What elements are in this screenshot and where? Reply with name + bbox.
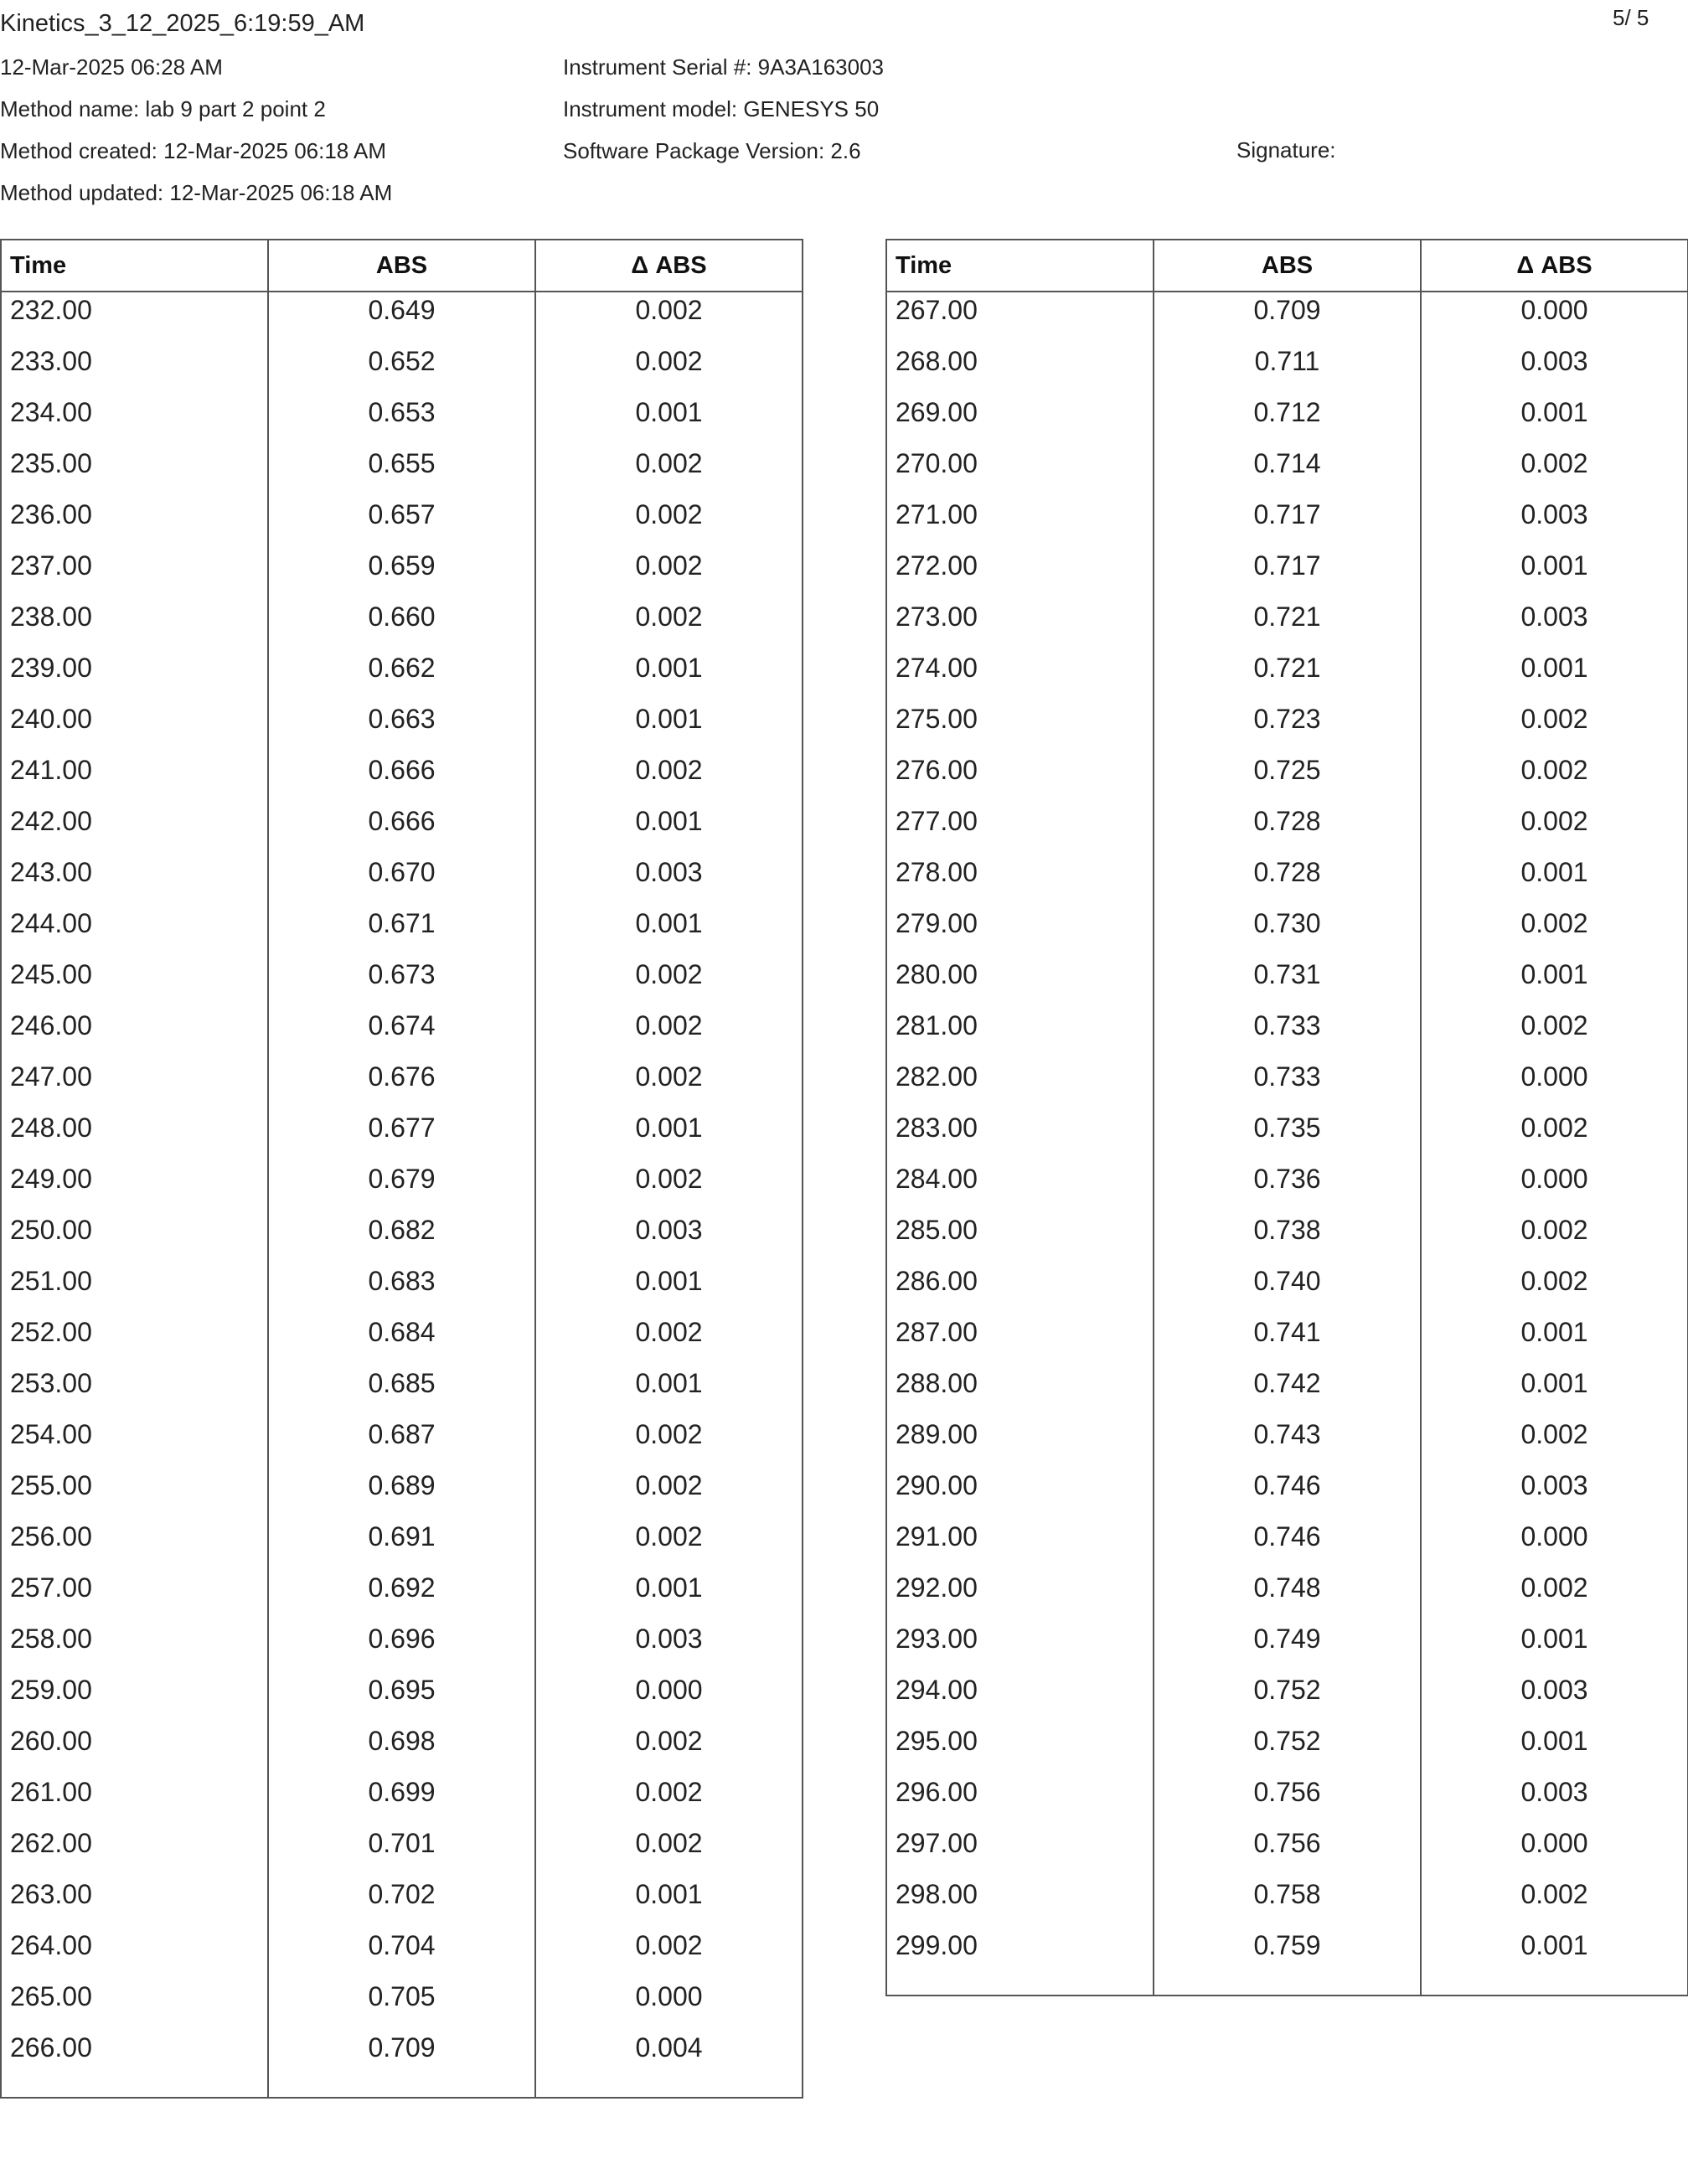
cell-abs: 0.756	[1154, 1825, 1421, 1877]
cell-abs: 0.733	[1154, 1008, 1421, 1059]
cell-time: 249.00	[1, 1161, 268, 1212]
table-header-row	[886, 240, 1688, 292]
cell-delta-abs: 0.002	[635, 499, 703, 529]
cell-abs: 0.738	[1154, 1212, 1421, 1263]
cell-delta-abs: 0.002	[1520, 1113, 1588, 1143]
cell-time: 239.00	[1, 650, 268, 701]
cell-time: 247.00	[1, 1059, 268, 1110]
cell-abs: 0.666	[268, 752, 535, 803]
cell-abs: 0.698	[268, 1723, 535, 1774]
cell-delta-abs: 0.001	[1520, 1317, 1588, 1347]
cell-delta-abs: 0.002	[635, 1317, 703, 1347]
cell-delta-abs: 0.002	[635, 1164, 703, 1194]
table-row	[886, 1417, 1688, 1468]
cell-abs: 0.728	[1154, 854, 1421, 906]
cell-abs: 0.717	[1154, 548, 1421, 599]
cell-abs: 0.723	[1154, 701, 1421, 752]
table-row	[1, 650, 803, 701]
method-name: Method name: lab 9 part 2 point 2	[0, 96, 326, 121]
table-row	[886, 752, 1688, 803]
cell-abs: 0.674	[268, 1008, 535, 1059]
cell-time: 250.00	[1, 1212, 268, 1263]
cell-time: 297.00	[886, 1825, 1154, 1877]
table-row	[886, 906, 1688, 957]
cell-abs: 0.758	[1154, 1877, 1421, 1928]
cell-delta-abs: 0.003	[1520, 602, 1588, 632]
cell-time: 232.00	[1, 292, 268, 343]
table-row	[886, 1468, 1688, 1519]
table-row	[886, 803, 1688, 854]
cell-time: 262.00	[1, 1825, 268, 1877]
cell-abs: 0.741	[1154, 1314, 1421, 1366]
cell-delta-abs: 0.000	[1520, 295, 1588, 325]
table-row	[886, 1621, 1688, 1672]
cell-delta-abs: 0.002	[1520, 1879, 1588, 1909]
cell-delta-abs: 0.002	[635, 1777, 703, 1807]
table-row	[1, 1519, 803, 1570]
cell-delta-abs: 0.001	[1520, 550, 1588, 581]
cell-delta-abs: 0.001	[635, 908, 703, 938]
table-row	[886, 701, 1688, 752]
cell-delta-abs: 0.002	[635, 959, 703, 989]
cell-delta-abs: 0.002	[1520, 1215, 1588, 1245]
table-row	[1, 343, 803, 395]
cell-time: 269.00	[886, 395, 1154, 446]
cell-abs: 0.717	[1154, 497, 1421, 548]
cell-time: 268.00	[886, 343, 1154, 395]
software-version: Software Package Version: 2.6	[563, 138, 861, 163]
cell-abs: 0.653	[268, 395, 535, 446]
cell-abs: 0.735	[1154, 1110, 1421, 1161]
cell-abs: 0.663	[268, 701, 535, 752]
table-row	[1, 1161, 803, 1212]
table-row	[1, 1621, 803, 1672]
cell-delta-abs: 0.002	[635, 602, 703, 632]
cell-time: 265.00	[1, 1979, 268, 2030]
cell-delta-abs: 0.004	[635, 2032, 703, 2063]
cell-delta-abs: 0.000	[1520, 1164, 1588, 1194]
cell-abs: 0.742	[1154, 1366, 1421, 1417]
cell-abs: 0.704	[268, 1928, 535, 1979]
cell-delta-abs: 0.002	[635, 755, 703, 785]
table-row	[1, 701, 803, 752]
cell-delta-abs: 0.002	[1520, 908, 1588, 938]
cell-time: 235.00	[1, 446, 268, 497]
table-row	[1, 599, 803, 650]
cell-abs: 0.752	[1154, 1723, 1421, 1774]
cell-time: 245.00	[1, 957, 268, 1008]
cell-time: 280.00	[886, 957, 1154, 1008]
cell-abs: 0.655	[268, 446, 535, 497]
cell-delta-abs: 0.002	[1520, 806, 1588, 836]
cell-delta-abs: 0.002	[635, 1521, 703, 1552]
cell-abs: 0.660	[268, 599, 535, 650]
cell-time: 286.00	[886, 1263, 1154, 1314]
cell-time: 291.00	[886, 1519, 1154, 1570]
table-row	[1, 497, 803, 548]
cell-time: 290.00	[886, 1468, 1154, 1519]
cell-delta-abs: 0.001	[1520, 653, 1588, 683]
cell-delta-abs: 0.002	[1520, 704, 1588, 734]
cell-delta-abs: 0.002	[1520, 1572, 1588, 1603]
cell-time: 275.00	[886, 701, 1154, 752]
cell-abs: 0.695	[268, 1672, 535, 1723]
cell-delta-abs: 0.003	[1520, 346, 1588, 376]
cell-delta-abs: 0.001	[635, 653, 703, 683]
cell-time: 255.00	[1, 1468, 268, 1519]
table-row	[1, 1774, 803, 1825]
table-row	[886, 1161, 1688, 1212]
table-row	[886, 1877, 1688, 1928]
table-row	[886, 854, 1688, 906]
method-updated: Method updated: 12-Mar-2025 06:18 AM	[0, 180, 393, 205]
cell-delta-abs: 0.002	[635, 448, 703, 478]
signature-label: Signature:	[1236, 137, 1336, 163]
cell-time: 295.00	[886, 1723, 1154, 1774]
cell-time: 259.00	[1, 1672, 268, 1723]
table-row	[1, 1928, 803, 1979]
cell-abs: 0.709	[1154, 292, 1421, 343]
cell-delta-abs: 0.002	[635, 1726, 703, 1756]
cell-time: 256.00	[1, 1519, 268, 1570]
cell-abs: 0.659	[268, 548, 535, 599]
cell-delta-abs: 0.003	[635, 1624, 703, 1654]
cell-delta-abs: 0.002	[635, 346, 703, 376]
cell-abs: 0.759	[1154, 1928, 1421, 1996]
cell-abs: 0.711	[1154, 343, 1421, 395]
table-row	[1, 1570, 803, 1621]
table-row	[1, 803, 803, 854]
cell-abs: 0.699	[268, 1774, 535, 1825]
cell-abs: 0.682	[268, 1212, 535, 1263]
table-row	[1, 1212, 803, 1263]
cell-delta-abs: 0.002	[635, 295, 703, 325]
cell-delta-abs: 0.001	[635, 1572, 703, 1603]
cell-delta-abs: 0.000	[635, 1675, 703, 1705]
table-row	[886, 1366, 1688, 1417]
document-title: Kinetics_3_12_2025_6:19:59_AM	[0, 10, 365, 37]
cell-time: 285.00	[886, 1212, 1154, 1263]
cell-time: 242.00	[1, 803, 268, 854]
table-row	[886, 957, 1688, 1008]
table-row	[886, 599, 1688, 650]
table-row	[886, 650, 1688, 701]
cell-abs: 0.736	[1154, 1161, 1421, 1212]
column-header-time: Time	[1, 240, 268, 292]
cell-delta-abs: 0.001	[635, 1113, 703, 1143]
column-header-time: Time	[886, 240, 1154, 292]
cell-time: 246.00	[1, 1008, 268, 1059]
cell-abs: 0.712	[1154, 395, 1421, 446]
cell-abs: 0.705	[268, 1979, 535, 2030]
cell-abs: 0.670	[268, 854, 535, 906]
instrument-model: Instrument model: GENESYS 50	[563, 96, 880, 121]
table-row	[1, 957, 803, 1008]
kinetics-table-left	[0, 239, 803, 2099]
cell-time: 273.00	[886, 599, 1154, 650]
table-row	[1, 906, 803, 957]
cell-time: 278.00	[886, 854, 1154, 906]
cell-time: 244.00	[1, 906, 268, 957]
cell-time: 277.00	[886, 803, 1154, 854]
method-created: Method created: 12-Mar-2025 06:18 AM	[0, 138, 387, 163]
cell-abs: 0.728	[1154, 803, 1421, 854]
cell-delta-abs: 0.001	[635, 1879, 703, 1909]
cell-abs: 0.677	[268, 1110, 535, 1161]
cell-abs: 0.746	[1154, 1468, 1421, 1519]
cell-time: 266.00	[1, 2030, 268, 2098]
cell-abs: 0.725	[1154, 752, 1421, 803]
cell-time: 241.00	[1, 752, 268, 803]
cell-time: 276.00	[886, 752, 1154, 803]
table-row	[886, 1212, 1688, 1263]
cell-abs: 0.676	[268, 1059, 535, 1110]
table-row	[1, 1672, 803, 1723]
column-header-delta-abs: Δ ABS	[1421, 240, 1688, 292]
cell-abs: 0.673	[268, 957, 535, 1008]
table-row	[1, 1417, 803, 1468]
cell-delta-abs: 0.002	[1520, 1419, 1588, 1449]
cell-time: 284.00	[886, 1161, 1154, 1212]
table-row	[886, 1928, 1688, 1996]
table-header-row	[1, 240, 803, 292]
cell-time: 282.00	[886, 1059, 1154, 1110]
cell-abs: 0.748	[1154, 1570, 1421, 1621]
cell-delta-abs: 0.001	[1520, 959, 1588, 989]
cell-delta-abs: 0.002	[1520, 1266, 1588, 1296]
cell-delta-abs: 0.001	[1520, 1624, 1588, 1654]
cell-delta-abs: 0.003	[1520, 499, 1588, 529]
table-row	[1, 1979, 803, 2030]
table-row	[886, 292, 1688, 343]
table-row	[1, 1008, 803, 1059]
cell-abs: 0.652	[268, 343, 535, 395]
cell-abs: 0.743	[1154, 1417, 1421, 1468]
cell-time: 281.00	[886, 1008, 1154, 1059]
table-row	[886, 1519, 1688, 1570]
cell-time: 248.00	[1, 1110, 268, 1161]
cell-time: 252.00	[1, 1314, 268, 1366]
cell-delta-abs: 0.001	[635, 806, 703, 836]
cell-abs: 0.662	[268, 650, 535, 701]
cell-abs: 0.689	[268, 1468, 535, 1519]
cell-delta-abs: 0.002	[635, 1419, 703, 1449]
cell-delta-abs: 0.002	[635, 1470, 703, 1500]
cell-abs: 0.696	[268, 1621, 535, 1672]
cell-delta-abs: 0.002	[635, 1930, 703, 1960]
cell-time: 257.00	[1, 1570, 268, 1621]
cell-time: 272.00	[886, 548, 1154, 599]
cell-delta-abs: 0.002	[1520, 448, 1588, 478]
cell-time: 294.00	[886, 1672, 1154, 1723]
cell-delta-abs: 0.002	[635, 550, 703, 581]
cell-abs: 0.683	[268, 1263, 535, 1314]
cell-abs: 0.721	[1154, 650, 1421, 701]
cell-abs: 0.649	[268, 292, 535, 343]
cell-delta-abs: 0.002	[1520, 1010, 1588, 1040]
cell-abs: 0.749	[1154, 1621, 1421, 1672]
cell-abs: 0.752	[1154, 1672, 1421, 1723]
cell-time: 267.00	[886, 292, 1154, 343]
cell-time: 253.00	[1, 1366, 268, 1417]
cell-delta-abs: 0.001	[635, 397, 703, 427]
cell-delta-abs: 0.001	[635, 704, 703, 734]
cell-delta-abs: 0.003	[1520, 1470, 1588, 1500]
cell-abs: 0.740	[1154, 1263, 1421, 1314]
table-row	[1, 1825, 803, 1877]
cell-abs: 0.684	[268, 1314, 535, 1366]
cell-delta-abs: 0.000	[1520, 1521, 1588, 1552]
cell-delta-abs: 0.000	[1520, 1061, 1588, 1092]
table-row	[1, 2030, 803, 2098]
cell-time: 274.00	[886, 650, 1154, 701]
cell-delta-abs: 0.001	[635, 1368, 703, 1398]
cell-delta-abs: 0.002	[1520, 755, 1588, 785]
instrument-serial: Instrument Serial #: 9A3A163003	[563, 54, 885, 80]
table-row	[1, 446, 803, 497]
table-row	[886, 343, 1688, 395]
cell-time: 243.00	[1, 854, 268, 906]
cell-time: 298.00	[886, 1877, 1154, 1928]
cell-delta-abs: 0.001	[635, 1266, 703, 1296]
table-row	[1, 1059, 803, 1110]
cell-delta-abs: 0.003	[1520, 1675, 1588, 1705]
cell-delta-abs: 0.001	[1520, 1368, 1588, 1398]
cell-delta-abs: 0.001	[1520, 857, 1588, 887]
cell-time: 288.00	[886, 1366, 1154, 1417]
cell-delta-abs: 0.002	[635, 1061, 703, 1092]
cell-time: 283.00	[886, 1110, 1154, 1161]
cell-time: 292.00	[886, 1570, 1154, 1621]
table-row	[1, 1110, 803, 1161]
cell-abs: 0.709	[268, 2030, 535, 2098]
cell-abs: 0.671	[268, 906, 535, 957]
cell-time: 287.00	[886, 1314, 1154, 1366]
cell-time: 233.00	[1, 343, 268, 395]
table-row	[886, 1110, 1688, 1161]
table-row	[1, 395, 803, 446]
cell-time: 234.00	[1, 395, 268, 446]
cell-delta-abs: 0.003	[1520, 1777, 1588, 1807]
cell-abs: 0.687	[268, 1417, 535, 1468]
cell-abs: 0.756	[1154, 1774, 1421, 1825]
table-row	[886, 1008, 1688, 1059]
table-row	[886, 1825, 1688, 1877]
cell-time: 296.00	[886, 1774, 1154, 1825]
cell-abs: 0.701	[268, 1825, 535, 1877]
cell-abs: 0.746	[1154, 1519, 1421, 1570]
cell-abs: 0.679	[268, 1161, 535, 1212]
cell-delta-abs: 0.000	[1520, 1828, 1588, 1858]
table-row	[1, 854, 803, 906]
table-row	[886, 1723, 1688, 1774]
table-row	[1, 1263, 803, 1314]
table-row	[1, 1314, 803, 1366]
cell-abs: 0.692	[268, 1570, 535, 1621]
report-date: 12-Mar-2025 06:28 AM	[0, 54, 223, 80]
table-row	[1, 548, 803, 599]
page-number: 5/ 5	[1613, 5, 1649, 30]
column-header-abs: ABS	[1154, 240, 1421, 292]
cell-time: 299.00	[886, 1928, 1154, 1996]
table-row	[886, 1672, 1688, 1723]
cell-abs: 0.702	[268, 1877, 535, 1928]
table-row	[886, 1263, 1688, 1314]
table-row	[1, 1723, 803, 1774]
table-row	[886, 1314, 1688, 1366]
cell-time: 289.00	[886, 1417, 1154, 1468]
table-row	[886, 1774, 1688, 1825]
cell-delta-abs: 0.002	[635, 1828, 703, 1858]
cell-time: 279.00	[886, 906, 1154, 957]
cell-time: 238.00	[1, 599, 268, 650]
cell-delta-abs: 0.003	[635, 857, 703, 887]
cell-delta-abs: 0.000	[635, 1981, 703, 2011]
cell-time: 264.00	[1, 1928, 268, 1979]
cell-time: 236.00	[1, 497, 268, 548]
cell-time: 254.00	[1, 1417, 268, 1468]
column-header-delta-abs: Δ ABS	[535, 240, 803, 292]
cell-abs: 0.666	[268, 803, 535, 854]
cell-abs: 0.721	[1154, 599, 1421, 650]
table-row	[1, 752, 803, 803]
cell-time: 240.00	[1, 701, 268, 752]
cell-abs: 0.733	[1154, 1059, 1421, 1110]
table-row	[886, 1059, 1688, 1110]
table-row	[1, 1877, 803, 1928]
column-header-abs: ABS	[268, 240, 535, 292]
table-row	[886, 1570, 1688, 1621]
cell-abs: 0.657	[268, 497, 535, 548]
cell-time: 251.00	[1, 1263, 268, 1314]
cell-time: 260.00	[1, 1723, 268, 1774]
table-row	[1, 292, 803, 343]
cell-time: 271.00	[886, 497, 1154, 548]
cell-delta-abs: 0.001	[1520, 1930, 1588, 1960]
cell-time: 258.00	[1, 1621, 268, 1672]
cell-abs: 0.730	[1154, 906, 1421, 957]
table-row	[886, 497, 1688, 548]
cell-abs: 0.691	[268, 1519, 535, 1570]
cell-time: 263.00	[1, 1877, 268, 1928]
cell-abs: 0.731	[1154, 957, 1421, 1008]
table-row	[1, 1366, 803, 1417]
cell-abs: 0.685	[268, 1366, 535, 1417]
kinetics-table-right	[885, 239, 1688, 1996]
cell-abs: 0.714	[1154, 446, 1421, 497]
cell-time: 261.00	[1, 1774, 268, 1825]
table-row	[886, 395, 1688, 446]
table-row	[1, 1468, 803, 1519]
cell-time: 237.00	[1, 548, 268, 599]
cell-time: 270.00	[886, 446, 1154, 497]
cell-delta-abs: 0.002	[635, 1010, 703, 1040]
cell-time: 293.00	[886, 1621, 1154, 1672]
table-row	[886, 446, 1688, 497]
cell-delta-abs: 0.003	[635, 1215, 703, 1245]
cell-delta-abs: 0.001	[1520, 1726, 1588, 1756]
cell-delta-abs: 0.001	[1520, 397, 1588, 427]
table-row	[886, 548, 1688, 599]
